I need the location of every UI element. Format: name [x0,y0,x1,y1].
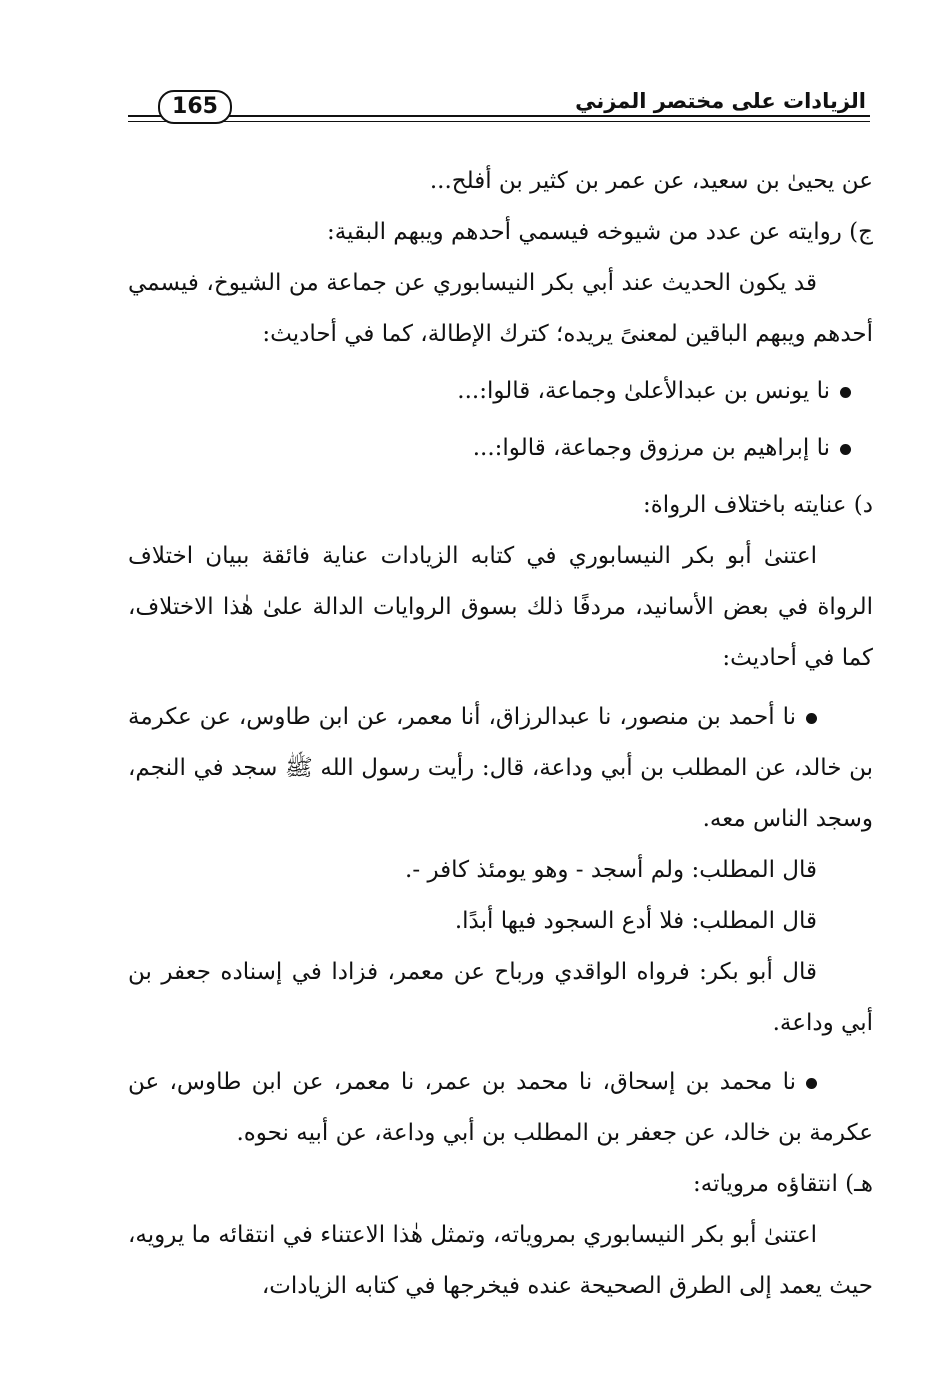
bullet-icon [840,444,851,455]
page-number: 165 [158,90,232,124]
page-body [128,156,873,1312]
section-heading-dal: د) عنايته باختلاف الرواة: [642,492,873,518]
bullet-icon [806,713,817,724]
bullet-item [128,423,873,474]
quote-line: قال المطلب: ولم أسجد - وهو يومئذ كافر -. [405,857,817,883]
page-header [128,88,870,128]
paragraph: قال أبو بكر: فرواه الواقدي ورباح عن معمر، فزادا في إسناده جعفر بن أبي وداعة. [128,959,873,1036]
section-heading-jim: ج) روايته عن عدد من شيوخه فيسمي أحدهم ويبهم البقية: [326,219,873,245]
bullet-icon [806,1078,817,1089]
book-title: الزيادات على مختصر المزني [567,88,866,114]
bullet-text: نا إبراهيم بن مرزوق وجماعة، قالوا:... [472,435,830,461]
spacer [128,1049,873,1057]
bullet-item [128,366,873,417]
header-rule-thin [128,121,870,122]
spacer [128,684,873,692]
paragraph: اعتنىٰ أبو بكر النيسابوري في كتابه الزيادات عناية فائقة ببيان اختلاف الرواة في بعض الأسانيد، مردفًا ذلك بسوق الروايات الدالة علىٰ هٰذا الاختلاف، كما في أحاديث: [128,543,873,671]
bullet-item [128,692,873,845]
bullet-text: نا محمد بن إسحاق، نا محمد بن عمر، نا معمر، عن ابن طاوس، عن عكرمة بن خالد، عن جعفر بن المطلب بن أبي وداعة، عن أبيه نحوه. [128,1069,873,1146]
header-rule [128,115,870,117]
paragraph: قد يكون الحديث عند أبي بكر النيسابوري عن جماعة من الشيوخ، فيسمي أحدهم ويبهم الباقين لمعنىً يريده؛ كترك الإطالة، كما في أحاديث: [128,270,873,347]
bullet-item [128,1057,873,1159]
section-heading-ha: هـ) انتقاؤه مروياته: [692,1171,873,1197]
bullet-text: نا يونس بن عبدالأعلىٰ وجماعة، قالوا:... [457,378,830,404]
paragraph: اعتنىٰ أبو بكر النيسابوري بمروياته، وتمثل هٰذا الاعتناء في انتقائه ما يرويه، حيث يعمد إلى الطرق الصحيحة عنده فيخرجها في كتابه الزيادات، [128,1222,873,1299]
bullet-text: نا أحمد بن منصور، نا عبدالرزاق، أنا معمر، عن ابن طاوس، عن عكرمة بن خالد، عن المطلب بن أبي وداعة، قال: رأيت رسول الله ﷺ سجد في النجم، وسجد الناس معه. [128,704,873,832]
quote-line: قال المطلب: فلا أدع السجود فيها أبدًا. [454,908,817,934]
paragraph-continuation: عن يحيىٰ بن سعيد، عن عمر بن كثير بن أفلح... [429,168,873,194]
bullet-icon [840,387,851,398]
